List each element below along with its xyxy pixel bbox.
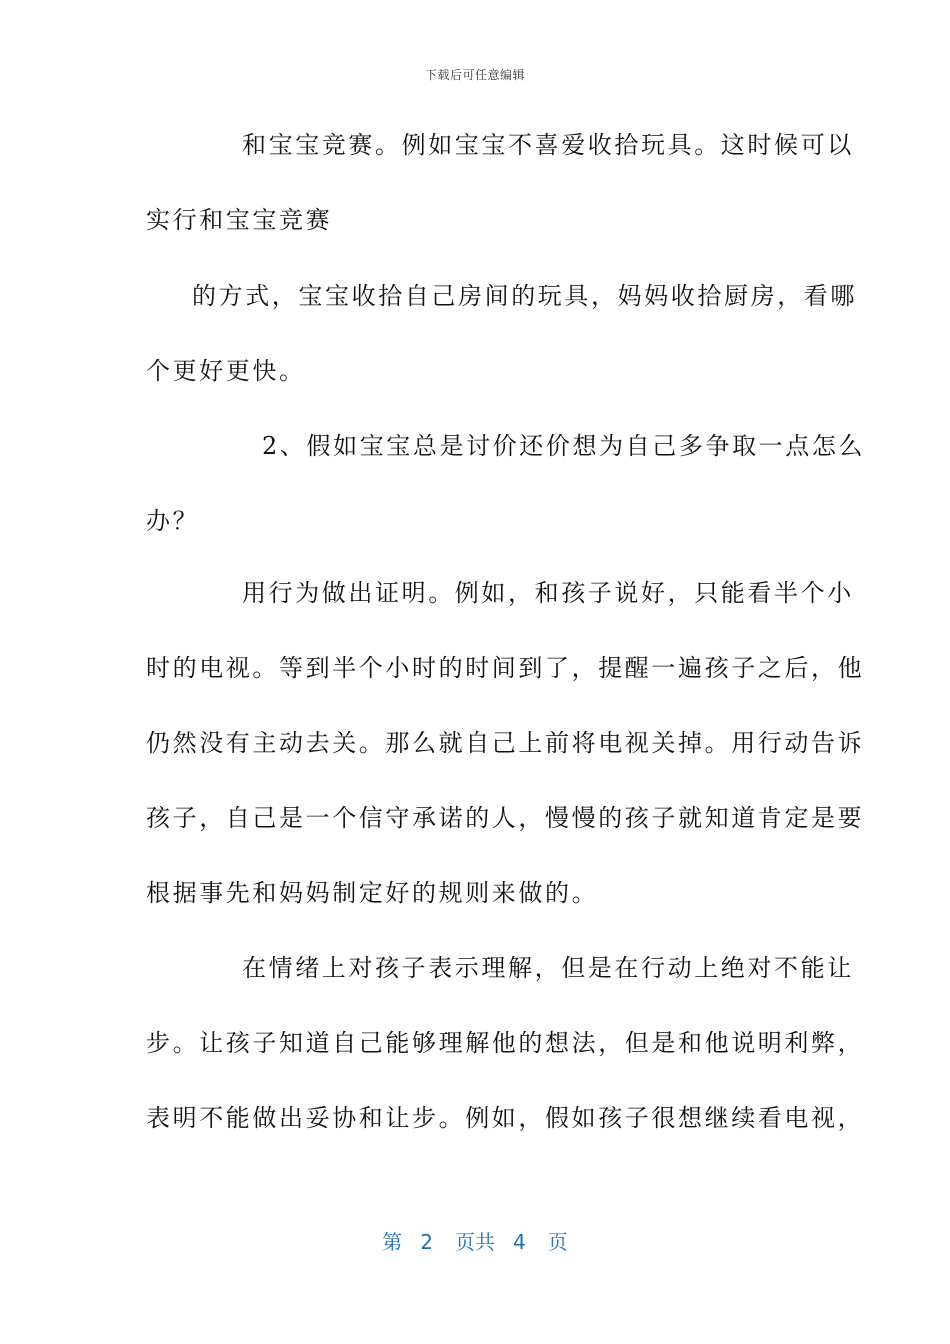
paragraph-line: 用行为做出证明。例如，和孩子说好，只能看半个小 [242, 579, 854, 607]
paragraph-line: 表明不能做出妥协和让步。例如，假如孩子很想继续看电视， [146, 1104, 865, 1132]
paragraph-line: 根据事先和妈妈制定好的规则来做的。 [146, 879, 599, 907]
footer-total-pages: 4 [513, 1230, 526, 1254]
paragraph-line: 仍然没有主动去关。那么就自己上前将电视关掉。用行动告诉 [146, 729, 865, 757]
paragraph-line: 2、假如宝宝总是讨价还价想为自己多争取一点怎么 [262, 432, 866, 460]
footer-page-number: 2 [420, 1230, 433, 1254]
paragraph-line: 步。让孩子知道自己能够理解他的想法，但是和他说明利弊， [146, 1029, 865, 1057]
paragraph-line: 个更好更快。 [146, 357, 306, 385]
paragraph-line: 实行和宝宝竞赛 [146, 206, 333, 234]
footer-suffix: 页 [547, 1230, 568, 1254]
paragraph-line: 时的电视。等到半个小时的时间到了，提醒一遍孩子之后，他 [146, 654, 865, 682]
footer-prefix: 第 [382, 1230, 403, 1254]
footer-middle: 页共 [455, 1230, 495, 1254]
paragraph-line: 在情绪上对孩子表示理解，但是在行动上绝对不能让 [242, 954, 854, 982]
paragraph-line: 孩子，自己是一个信守承诺的人，慢慢的孩子就知道肯定是要 [146, 804, 865, 832]
paragraph-line: 的方式，宝宝收拾自己房间的玩具，妈妈收拾厨房，看哪 [192, 282, 857, 310]
paragraph-line: 办？ [146, 507, 200, 535]
page-footer [0, 1226, 950, 1255]
page-header: 下载后可任意编辑 [424, 68, 525, 82]
paragraph-line: 和宝宝竞赛。例如宝宝不喜爱收拾玩具。这时候可以 [242, 131, 854, 159]
